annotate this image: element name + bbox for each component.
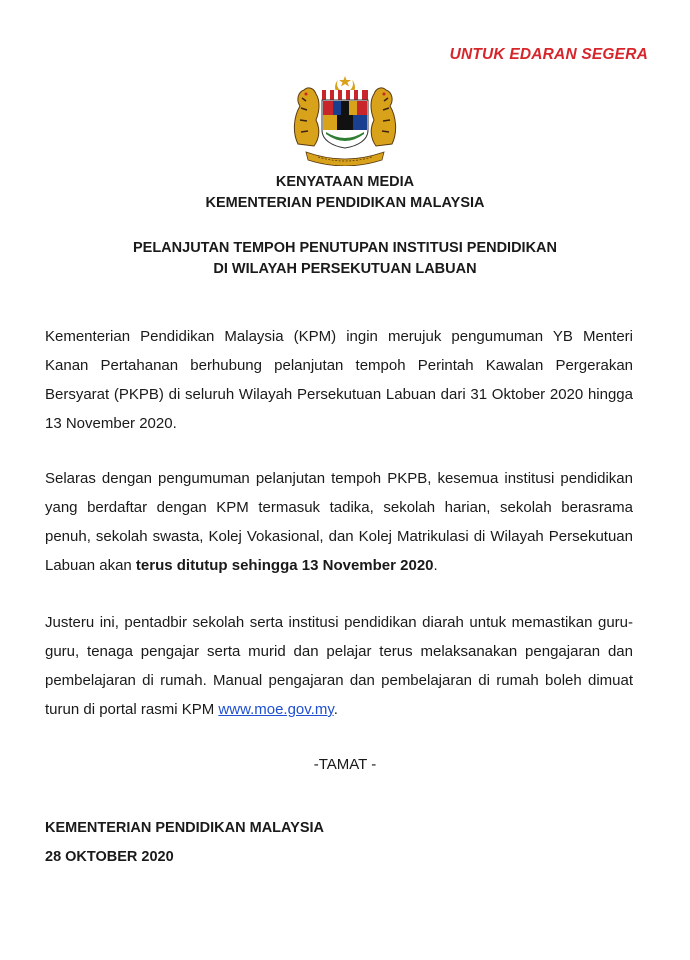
signoff-block <box>45 814 324 872</box>
media-statement-heading <box>0 172 690 214</box>
paragraph-2 <box>45 464 633 580</box>
malaysia-coat-of-arms-icon <box>286 74 404 166</box>
ministry-heading: KEMENTERIAN PENDIDIKAN MALAYSIA <box>205 195 485 211</box>
closure-date-emphasis: terus ditutup sehingga 13 November 2020 <box>135 557 434 574</box>
title-line-2: DI WILAYAH PERSEKUTUAN LABUAN <box>213 261 477 277</box>
paragraph-2-end: . <box>433 557 438 574</box>
paragraph-3 <box>45 608 633 724</box>
paragraph-1: Kementerian Pendidikan Malaysia (KPM) ingin merujuk pengumuman YB Menteri Kanan Pertahanan berhubung pelanjutan tempoh Perintah Kawalan Pergerakan Bersyarat (PKPB) di seluruh Wilayah Persekutuan Labuan dari 31 Oktober 2020 hingga 13 November 2020. <box>45 328 633 432</box>
signoff-date: 28 OKTOBER 2020 <box>45 849 174 865</box>
paragraph-2-text: Selaras dengan pengumuman pelanjutan tempoh PKPB, kesemua institusi pendidikan yang berdaftar dengan KPM termasuk tadika, sekolah harian, sekolah berasrama penuh, sekolah swasta, Kolej Vokasional, dan Kolej Matrikulasi di Wilayah Persekutuan Labuan akan <box>45 470 633 574</box>
end-marker: -TAMAT - <box>313 756 377 773</box>
moe-portal-link[interactable]: www.moe.gov.my <box>218 701 334 718</box>
title-line-1: PELANJUTAN TEMPOH PENUTUPAN INSTITUSI PENDIDIKAN <box>132 240 557 256</box>
urgent-release-label: UNTUK EDARAN SEGERA <box>449 46 648 63</box>
statement-type-label: KENYATAAN MEDIA <box>275 174 415 190</box>
paragraph-3-text: Justeru ini, pentadbir sekolah serta institusi pendidikan diarah untuk memastikan guru-guru, tenaga pengajar serta murid dan pelajar terus melaksanakan pengajaran dan pembelajaran di rumah. Manual pengajaran dan pembelajaran di rumah boleh dimuat turun di portal rasmi KPM <box>45 614 633 718</box>
signoff-ministry: KEMENTERIAN PENDIDIKAN MALAYSIA <box>45 820 325 836</box>
paragraph-3-end: . <box>333 701 338 718</box>
statement-title <box>0 238 690 280</box>
